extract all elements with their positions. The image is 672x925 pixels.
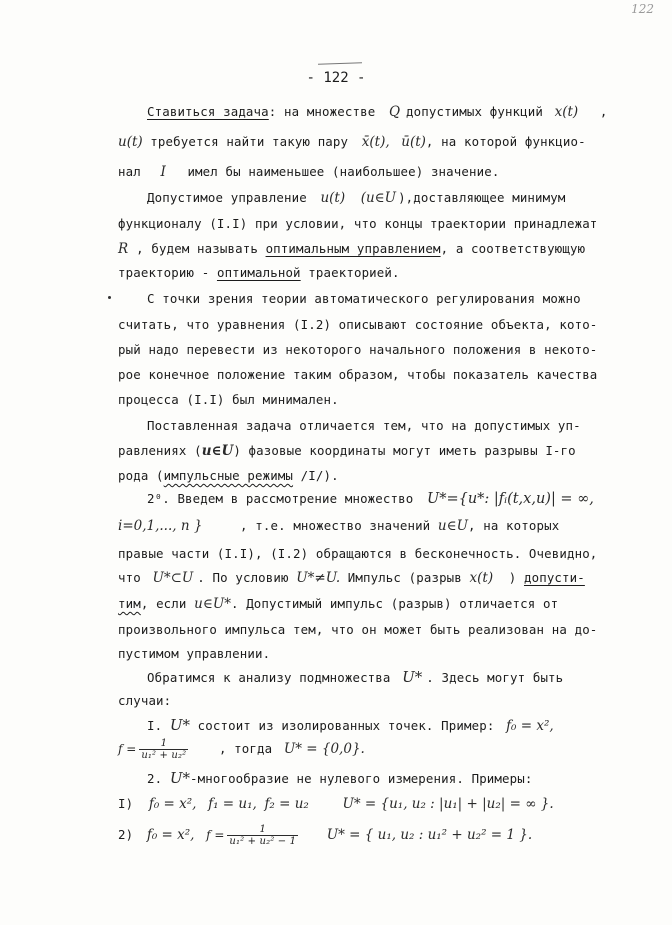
handwritten-formula: U* = {u₁, u₂ : |u₁| + |u₂| = ∞ }.: [342, 796, 554, 812]
handwritten-formula: u(t): [118, 134, 143, 150]
handwritten-formula: f₀ = x²,: [506, 718, 554, 734]
underlined-phrase: импульсные режимы: [163, 468, 294, 483]
handwritten-formula: u∈U: [437, 518, 468, 534]
text-line: i=0,1,..., n } , т.е. множество значений u∈U, на которых: [118, 518, 560, 534]
text-line: произвольного импульса тем, что он может быть реализован на до-: [118, 622, 598, 637]
handwritten-formula: f₀ = x²,: [146, 827, 195, 843]
handwritten-formula: U*⊂U: [152, 570, 194, 586]
text-line: функционалу (I.I) при условии, что концы траектории принадлежат: [118, 216, 598, 231]
text-line: что U*⊂U . По условию U*≠U. Импульс (разрыв x(t) ) допусти-: [118, 570, 585, 586]
handwritten-symbol: R: [118, 241, 129, 257]
text-line: тим, если u∈U*. Допустимый импульс (разрыв) отличается от: [118, 596, 559, 612]
text-line: считать, что уравнения (I.2) описывают состояние объекта, кото-: [118, 317, 598, 332]
corner-page-number: 122: [631, 2, 654, 16]
underlined-phrase: тим: [118, 596, 141, 611]
text-line: I) f₀ = x², f₁ = u₁, f₂ = u₂ U* = {u₁, u₂ : |u₁| + |u₂| = ∞ }.: [118, 796, 554, 812]
text-line: траекторию - оптимальной траекторией.: [118, 265, 400, 280]
text-line: 2⁰. Введем в рассмотрение множество U*={u*: |fᵢ(t,x,u)| = ∞,: [147, 491, 594, 507]
handwritten-formula: U*={u*: |fᵢ(t,x,u)| = ∞,: [426, 491, 594, 507]
text-line: Поставленная задача отличается тем, что на допустимых уп-: [147, 418, 581, 433]
text-line: I. U* состоит из изолированных точек. Пример: f₀ = x²,: [147, 716, 554, 734]
handwritten-formula: f₁ = u₁,: [208, 796, 257, 812]
handwritten-formula: U*: [402, 668, 423, 686]
text-line: 2. U*-многообразие не нулевого измерения. Примеры:: [147, 769, 533, 787]
handwritten-formula: i=0,1,..., n }: [118, 518, 203, 534]
handwritten-formula: U*: [169, 769, 191, 787]
handwritten-formula: U* = { u₁, u₂ : u₁² + u₂² = 1 }.: [326, 827, 533, 843]
handwritten-formula: u∈U*: [194, 596, 231, 612]
text-line: пустимом управлении.: [118, 646, 271, 661]
text-line: 2) f₀ = x², f = $\frac{1}{\text{u₁² + u₂² − 1}}$ U* = { u₁, u₂ : u₁² + u₂² = 1 }.: [118, 824, 533, 847]
text-line: f = $\frac{1}{\text{u₁² + u₂²}}$ , тогда U* = {0,0}.: [118, 738, 365, 761]
text-line: Обратимся к анализу подмножества U* . Здесь могут быть: [147, 668, 564, 686]
handwritten-formula: x̄(t),: [361, 134, 390, 150]
handwritten-symbol: Q: [388, 104, 401, 120]
handwritten-formula: u(t): [320, 190, 346, 206]
page-number-stroke: [318, 62, 362, 65]
handwritten-formula: f =: [206, 828, 225, 842]
handwritten-symbol: I: [160, 164, 166, 180]
text-line: рода (импульсные режимы /I/).: [118, 468, 339, 483]
text-line: Допустимое управление u(t) (u∈U ),доставляющее минимум: [147, 190, 566, 206]
text-line: рое конечное положение таким образом, чтобы показатель качества: [118, 367, 598, 382]
text-line: рый надо перевести из некоторого начального положения в некото-: [118, 342, 598, 357]
text-line: R , будем называть оптимальным управлением, а соответствующую: [118, 241, 586, 257]
underlined-phrase: оптимальным управлением: [265, 241, 441, 256]
handwritten-fraction: $\frac{1}{\text{u₁² + u₂²}}$: [141, 738, 187, 761]
text-line: правые части (I.I), (I.2) обращаются в бесконечность. Очевидно,: [118, 546, 598, 561]
handwritten-formula: U*≠U.: [296, 570, 341, 586]
handwritten-formula: f₂ = u₂: [264, 796, 309, 812]
page-number: - 122 -: [306, 70, 366, 86]
handwritten-formula: U*: [169, 716, 191, 734]
handwritten-formula: u∈U: [201, 443, 234, 459]
handwritten-formula: ū(t): [401, 134, 426, 150]
text-line: u(t) требуется найти такую пару x̄(t), ū(t), на которой функцио-: [118, 134, 586, 150]
text-line: С точки зрения теории автоматического регулирования можно: [147, 291, 581, 306]
text-line: нал I имел бы наименьшее (наибольшее) значение.: [118, 164, 500, 180]
handwritten-fraction: $\frac{1}{\text{u₁² + u₂² − 1}}$: [229, 824, 297, 847]
handwritten-formula: f₀ = x²,: [148, 796, 197, 812]
underlined-phrase: допусти-: [523, 570, 585, 585]
handwritten-formula: x(t): [554, 104, 579, 120]
underlined-phrase: Ставиться задача: [147, 104, 269, 119]
text-line: случаи:: [118, 693, 172, 708]
handwritten-formula: U* = {0,0}.: [283, 741, 365, 757]
handwritten-formula: x(t): [469, 570, 494, 586]
text-line: равлениях (u∈U) фазовые координаты могут иметь разрывы I-го: [118, 443, 576, 459]
margin-dot: [108, 296, 111, 299]
handwritten-formula: (u∈U: [360, 190, 397, 206]
text-line: процесса (I.I) был минимален.: [118, 392, 339, 407]
text-line: Ставиться задача: на множестве Q допустимых функций x(t) ,: [147, 104, 608, 120]
underlined-phrase: оптимальной: [216, 265, 301, 280]
handwritten-formula: f =: [118, 742, 137, 756]
